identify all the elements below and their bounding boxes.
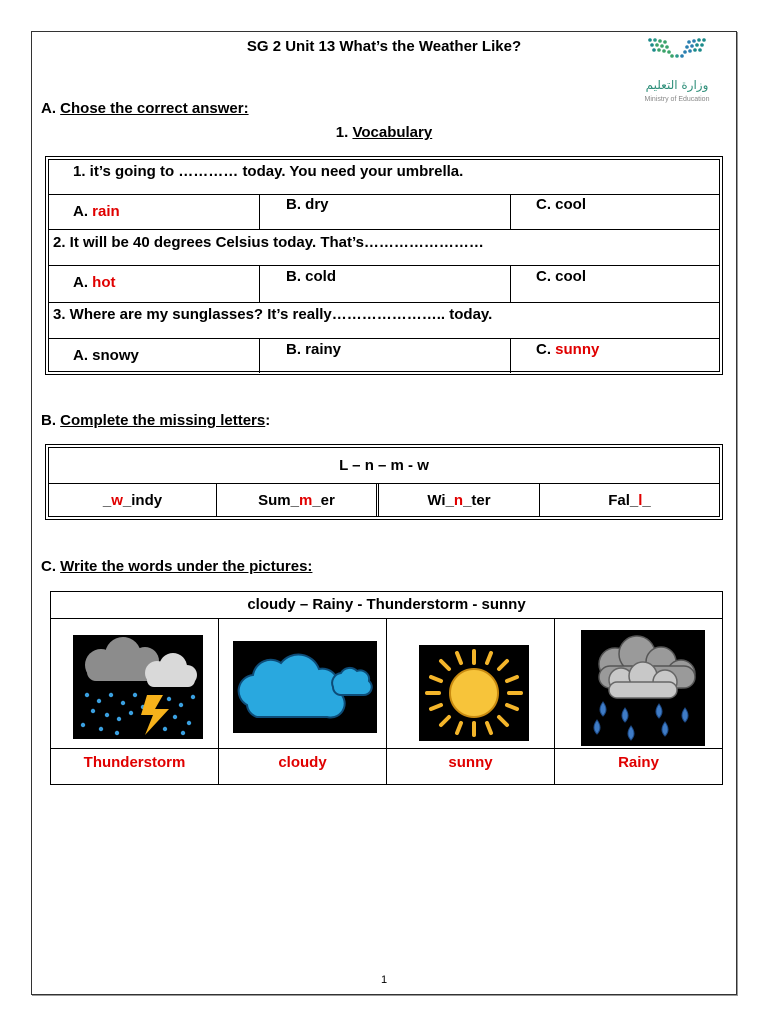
page-number: 1 — [380, 974, 388, 986]
options-row — [49, 339, 719, 373]
logo-arabic-text: وزارة التعليم — [645, 78, 709, 92]
option-c[interactable] — [511, 266, 719, 302]
options-row — [49, 195, 719, 230]
word-part: _er — [312, 492, 335, 509]
option-text: rainy — [305, 341, 342, 358]
cloudy-icon — [233, 641, 377, 733]
missing-letters-table — [45, 444, 723, 520]
picture-cell — [219, 619, 387, 749]
word-part: _ — [642, 492, 651, 509]
question-text: 2. It will be 40 degrees Celsius today. That’s…………………… — [53, 234, 484, 251]
letter-bank: L – n – m - w — [49, 448, 719, 484]
pictures-table — [50, 591, 723, 785]
option-prefix: A. — [73, 274, 88, 291]
section-b-heading — [41, 412, 270, 429]
option-b[interactable] — [260, 266, 511, 302]
section-c-title: Write the words under the pictures: — [60, 558, 313, 575]
option-a[interactable] — [49, 266, 260, 302]
question-row — [49, 160, 719, 195]
option-answer: hot — [92, 274, 116, 291]
options-row — [49, 266, 719, 303]
option-prefix: A. — [73, 203, 88, 220]
option-b[interactable] — [260, 195, 511, 229]
question-row — [49, 230, 719, 266]
section-b-title: Complete the missing letters — [60, 412, 266, 429]
word-cell[interactable] — [217, 484, 379, 516]
option-text: snowy — [92, 347, 139, 364]
section-b-colon: : — [265, 412, 271, 429]
picture-cell — [51, 619, 219, 749]
option-text: cold — [305, 268, 337, 285]
section-a-heading — [41, 100, 249, 117]
option-text: dry — [305, 196, 329, 213]
option-prefix: B. — [286, 196, 301, 213]
section-c-letter: C. — [41, 558, 56, 575]
option-prefix: C. — [536, 196, 551, 213]
word-part: Sum_ — [258, 492, 299, 509]
question-row — [49, 303, 719, 339]
option-prefix: C. — [536, 341, 551, 358]
picture-cell — [387, 619, 555, 749]
word-part: Wi_ — [427, 492, 454, 509]
answer-cell[interactable]: sunny — [387, 749, 555, 784]
word-cell[interactable] — [540, 484, 719, 516]
missing-letter: m — [298, 492, 313, 509]
option-a[interactable] — [49, 195, 260, 229]
missing-letter: w — [111, 492, 123, 509]
option-answer: rain — [92, 203, 120, 220]
answer-cell[interactable]: cloudy — [219, 749, 387, 784]
word-part: _ — [102, 492, 112, 509]
word-cell[interactable] — [379, 484, 540, 516]
answer-cell[interactable]: Rainy — [618, 754, 659, 771]
option-c[interactable] — [511, 195, 719, 229]
rainy-icon — [581, 630, 705, 746]
picture-cell — [555, 619, 722, 749]
sunny-icon — [419, 645, 529, 741]
section-b-letter: B. — [41, 412, 56, 429]
answer-cell[interactable]: Thunderstorm — [51, 749, 219, 784]
worksheet-title: SG 2 Unit 13 What’s the Weather Like? — [246, 38, 522, 55]
word-part: _indy — [122, 492, 163, 509]
option-prefix: B. — [286, 268, 301, 285]
missing-letter: n — [453, 492, 464, 509]
thunderstorm-icon — [73, 635, 203, 739]
question-text: 3. Where are my sunglasses? It’s really………………….. today. — [53, 306, 493, 323]
word-part: Fal_ — [608, 492, 639, 509]
word-part: _ter — [463, 492, 491, 509]
option-a[interactable] — [49, 339, 260, 373]
option-prefix: B. — [286, 341, 301, 358]
option-answer: sunny — [555, 341, 600, 358]
section-a-letter: A. — [41, 100, 56, 117]
vocabulary-subheading — [0, 124, 768, 141]
missing-letter: l — [638, 492, 643, 509]
logo-english-text: Ministry of Education — [644, 96, 710, 103]
section-c-heading — [41, 558, 312, 575]
vocabulary-table — [45, 156, 723, 375]
word-cell[interactable] — [49, 484, 217, 516]
question-text: 1. it’s going to ………… today. You need your umbrella. — [73, 163, 464, 180]
option-c[interactable] — [511, 339, 719, 373]
option-b[interactable] — [260, 339, 511, 373]
option-prefix: A. — [73, 347, 88, 364]
option-text: cool — [555, 196, 587, 213]
option-prefix: C. — [536, 268, 551, 285]
word-bank: cloudy – Rainy - Thunderstorm - sunny — [51, 592, 722, 619]
section-a-title: Chose the correct answer: — [60, 100, 249, 117]
subheading-text: Vocabulary — [352, 124, 433, 141]
option-text: cool — [555, 268, 587, 285]
subheading-number: 1. — [335, 124, 349, 141]
